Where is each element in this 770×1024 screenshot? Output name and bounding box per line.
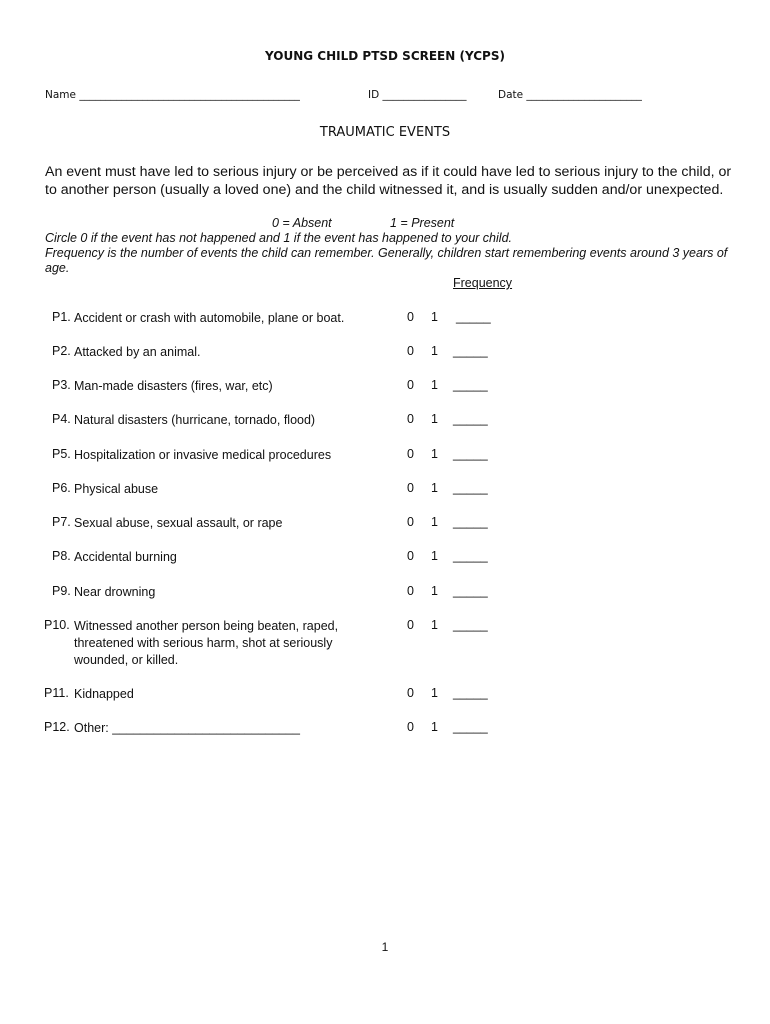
event-description: Attacked by an animal.: [74, 345, 201, 359]
present-option[interactable]: 1: [431, 618, 438, 632]
frequency-blank[interactable]: _____: [453, 720, 488, 734]
event-number: P9.: [52, 584, 71, 598]
frequency-blank[interactable]: _____: [453, 412, 488, 426]
event-number: P7.: [52, 515, 71, 529]
frequency-blank[interactable]: _____: [453, 378, 488, 392]
event-description: Hospitalization or invasive medical procedures: [74, 448, 332, 462]
present-option[interactable]: 1: [431, 310, 438, 324]
event-number: P3.: [52, 378, 71, 392]
frequency-blank[interactable]: _____: [453, 344, 488, 358]
event-description: Physical abuse: [74, 482, 159, 496]
event-number: P8.: [52, 549, 71, 563]
present-option[interactable]: 1: [431, 344, 438, 358]
present-option[interactable]: 1: [431, 549, 438, 563]
absent-option[interactable]: 0: [407, 618, 414, 632]
frequency-blank[interactable]: _____: [453, 481, 488, 495]
event-number: P4.: [52, 412, 71, 426]
frequency-blank[interactable]: _____: [453, 515, 488, 529]
present-option[interactable]: 1: [431, 720, 438, 734]
event-description: Other: ___________________________: [74, 721, 300, 735]
section-title: TRAUMATIC EVENTS: [319, 125, 451, 140]
date-field[interactable]: Date ______________________: [498, 89, 642, 101]
present-option[interactable]: 1: [431, 481, 438, 495]
frequency-header: Frequency: [453, 276, 513, 290]
present-option[interactable]: 1: [431, 378, 438, 392]
absent-option[interactable]: 0: [407, 447, 414, 461]
event-description: Witnessed another person being beaten, raped, threatened with serious harm, shot at seriously wounded, or killed.: [74, 619, 339, 667]
intro-paragraph: An event must have led to serious injury or be perceived as if it could have led to serious injury to the child, or to another person (usually a loved one) and the child witnessed it, and is usually sudden and/or unexpected.: [45, 164, 732, 198]
event-description: Kidnapped: [74, 687, 134, 701]
event-number: P11.: [44, 686, 69, 700]
event-number: P6.: [52, 481, 71, 495]
absent-option[interactable]: 0: [407, 549, 414, 563]
instruction-text: Circle 0 if the event has not happened and 1 if the event has happened to your child.: [45, 231, 512, 245]
present-option[interactable]: 1: [431, 515, 438, 529]
frequency-blank[interactable]: _____: [453, 447, 488, 461]
event-description: Man-made disasters (fires, war, etc): [74, 379, 273, 393]
absent-option[interactable]: 0: [407, 310, 414, 324]
event-description: Near drowning: [74, 585, 156, 599]
event-description: Accident or crash with automobile, plane or boat.: [74, 311, 345, 325]
present-option[interactable]: 1: [431, 447, 438, 461]
present-option[interactable]: 1: [431, 412, 438, 426]
frequency-note: Frequency is the number of events the child can remember. Generally, children start remembering events around 3 years of age.: [45, 246, 728, 275]
absent-option[interactable]: 0: [407, 481, 414, 495]
absent-option[interactable]: 0: [407, 412, 414, 426]
present-option[interactable]: 1: [431, 584, 438, 598]
name-field[interactable]: Name __________________________________________: [45, 89, 300, 101]
frequency-blank[interactable]: _____: [453, 618, 488, 632]
id-field[interactable]: ID ________________: [368, 89, 467, 101]
frequency-blank[interactable]: _____: [456, 310, 491, 324]
frequency-blank[interactable]: _____: [453, 584, 488, 598]
page-number: 1: [381, 940, 389, 954]
legend-absent: 0 = Absent: [272, 216, 332, 230]
event-description: Accidental burning: [74, 550, 177, 564]
event-number: P10.: [44, 618, 70, 632]
event-number: P2.: [52, 344, 71, 358]
absent-option[interactable]: 0: [407, 584, 414, 598]
absent-option[interactable]: 0: [407, 515, 414, 529]
event-row: [0, 720, 770, 768]
event-number: P1.: [52, 310, 71, 324]
event-description: Natural disasters (hurricane, tornado, flood): [74, 413, 316, 427]
event-number: P12.: [44, 720, 70, 734]
absent-option[interactable]: 0: [407, 720, 414, 734]
legend-present: 1 = Present: [390, 216, 455, 230]
event-number: P5.: [52, 447, 71, 461]
absent-option[interactable]: 0: [407, 378, 414, 392]
event-row: [0, 618, 770, 666]
document-title: YOUNG CHILD PTSD SCREEN (YCPS): [265, 49, 505, 63]
absent-option[interactable]: 0: [407, 344, 414, 358]
frequency-blank[interactable]: _____: [453, 549, 488, 563]
frequency-blank[interactable]: _____: [453, 686, 488, 700]
event-description: Sexual abuse, sexual assault, or rape: [74, 516, 283, 530]
present-option[interactable]: 1: [431, 686, 438, 700]
absent-option[interactable]: 0: [407, 686, 414, 700]
